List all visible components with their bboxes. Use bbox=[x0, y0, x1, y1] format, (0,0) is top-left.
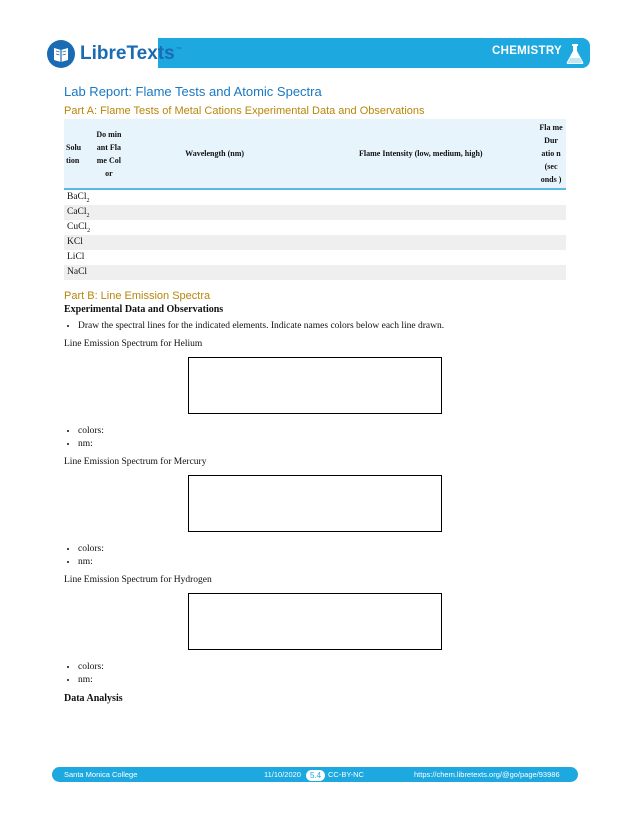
duration-cell[interactable] bbox=[536, 220, 566, 235]
helium-label: Line Emission Spectrum for Helium bbox=[64, 339, 203, 349]
col-flame-duration: Fla me Dur atio n (sec onds ) bbox=[536, 119, 566, 189]
intensity-cell[interactable] bbox=[305, 235, 536, 250]
color-cell[interactable] bbox=[94, 265, 124, 280]
helium-spectrum-box[interactable] bbox=[188, 357, 442, 414]
instruction-item: • Draw the spectral lines for the indicated elements. Indicate names colors below each line drawn. bbox=[78, 321, 566, 331]
col-dominant-flame-color: Do min ant Fla me Col or bbox=[94, 119, 124, 189]
solution-cell: BaCl$_2$ bbox=[67, 191, 90, 204]
footer-institution: Santa Monica College bbox=[64, 770, 138, 779]
hydrogen-notes-list bbox=[64, 662, 566, 685]
color-cell[interactable] bbox=[94, 189, 124, 205]
table-row bbox=[64, 250, 566, 265]
subject-label[interactable]: CHEMISTRY bbox=[492, 45, 562, 57]
nm-item: • nm: bbox=[78, 675, 566, 685]
colors-item: • colors: bbox=[78, 426, 566, 436]
part-b-section bbox=[64, 290, 566, 704]
intensity-cell[interactable] bbox=[305, 265, 536, 280]
hydrogen-spectrum-box[interactable] bbox=[188, 593, 442, 650]
page-header bbox=[40, 36, 590, 72]
flask-icon bbox=[566, 43, 584, 65]
intensity-cell[interactable] bbox=[305, 250, 536, 265]
solution-cell: LiCl bbox=[67, 251, 85, 262]
table-row bbox=[64, 205, 566, 220]
wavelength-cell[interactable] bbox=[124, 250, 306, 265]
duration-cell[interactable] bbox=[536, 205, 566, 220]
flame-test-table bbox=[64, 119, 566, 280]
libretexts-logo-icon bbox=[46, 39, 76, 69]
color-cell[interactable] bbox=[94, 220, 124, 235]
mercury-spectrum-box[interactable] bbox=[188, 475, 442, 532]
intensity-cell[interactable] bbox=[305, 205, 536, 220]
instruction-list bbox=[64, 321, 566, 331]
logo-trademark: ™ bbox=[175, 47, 182, 53]
helium-notes-list bbox=[64, 426, 566, 449]
color-cell[interactable] bbox=[94, 250, 124, 265]
duration-cell[interactable] bbox=[536, 189, 566, 205]
table-row bbox=[64, 235, 566, 250]
hydrogen-label: Line Emission Spectrum for Hydrogen bbox=[64, 575, 212, 585]
mercury-label: Line Emission Spectrum for Mercury bbox=[64, 457, 207, 467]
solution-cell: CuCl$_2$ bbox=[67, 221, 91, 234]
footer-url[interactable]: https://chem.libretexts.org/@go/page/93986 bbox=[414, 770, 560, 779]
part-b-subheading: Experimental Data and Observations bbox=[64, 304, 224, 315]
solution-cell: CaCl$_2$ bbox=[64, 205, 94, 220]
page-title: Lab Report: Flame Tests and Atomic Spectra bbox=[64, 84, 322, 99]
wavelength-cell[interactable] bbox=[124, 265, 306, 280]
footer-license: CC-BY-NC bbox=[328, 770, 364, 779]
colors-item: • colors: bbox=[78, 662, 566, 672]
footer-date: 11/10/2020 bbox=[264, 770, 301, 779]
mercury-notes-list bbox=[64, 544, 566, 567]
main-content bbox=[64, 80, 566, 710]
duration-cell[interactable] bbox=[536, 235, 566, 250]
wavelength-cell[interactable] bbox=[124, 189, 306, 205]
nm-item: • nm: bbox=[78, 439, 566, 449]
libretexts-logo[interactable] bbox=[46, 36, 182, 72]
page-footer bbox=[52, 767, 578, 782]
wavelength-cell[interactable] bbox=[124, 205, 306, 220]
table-row bbox=[64, 220, 566, 235]
intensity-cell[interactable] bbox=[305, 220, 536, 235]
colors-item: • colors: bbox=[78, 544, 566, 554]
intensity-cell[interactable] bbox=[305, 189, 536, 205]
data-analysis-heading: Data Analysis bbox=[64, 693, 123, 704]
table-row bbox=[64, 265, 566, 280]
col-solution: Solu tion bbox=[64, 119, 94, 189]
logo-text: LibreTexts bbox=[80, 43, 175, 64]
part-a-heading: Part A: Flame Tests of Metal Cations Experimental Data and Observations bbox=[64, 105, 425, 117]
header-bar bbox=[158, 38, 590, 68]
solution-cell: NaCl bbox=[64, 265, 94, 280]
col-flame-intensity: Flame Intensity (low, medium, high) bbox=[305, 119, 536, 189]
duration-cell[interactable] bbox=[536, 265, 566, 280]
color-cell[interactable] bbox=[94, 235, 124, 250]
table-row bbox=[64, 189, 566, 205]
solution-cell: KCl bbox=[64, 235, 94, 250]
wavelength-cell[interactable] bbox=[124, 235, 306, 250]
footer-page-number: 5.4 bbox=[306, 770, 325, 781]
table-header-row bbox=[64, 119, 566, 189]
color-cell[interactable] bbox=[94, 205, 124, 220]
nm-item: • nm: bbox=[78, 557, 566, 567]
duration-cell[interactable] bbox=[536, 250, 566, 265]
part-b-heading: Part B: Line Emission Spectra bbox=[64, 290, 211, 302]
col-wavelength: Wavelength (nm) bbox=[124, 119, 306, 189]
wavelength-cell[interactable] bbox=[124, 220, 306, 235]
